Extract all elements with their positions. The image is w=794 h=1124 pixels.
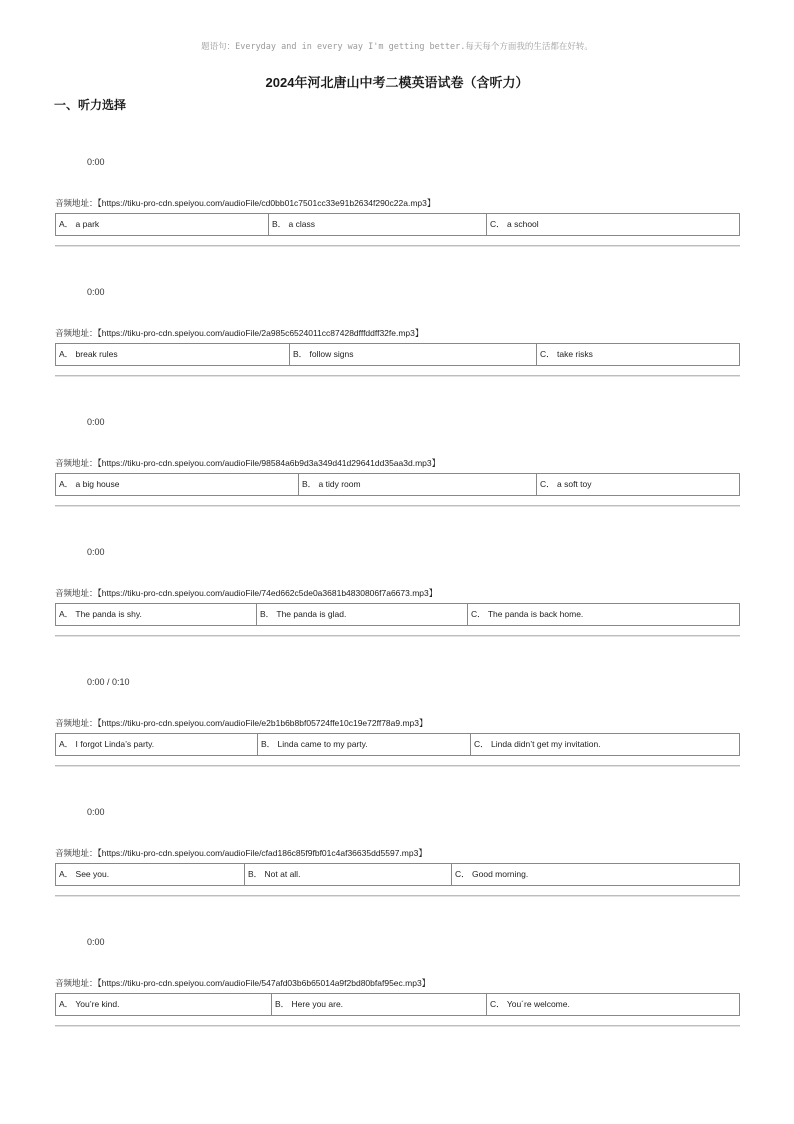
option-b[interactable]: B． follow signs	[289, 344, 536, 365]
divider	[55, 635, 740, 637]
question-item	[0, 417, 794, 547]
audio-address: 音频地址：【https://tiku-pro-cdn.speiyou.com/audioFile/e2b1b6b8bf05724ffe10c19e72ff78a9.mp3】	[55, 718, 428, 728]
audio-address: 音频地址：【https://tiku-pro-cdn.speiyou.com/audioFile/2a985c6524011cc87428dfffddff32fe.mp3】	[55, 328, 424, 338]
divider	[55, 895, 740, 897]
divider	[55, 1025, 740, 1027]
audio-player-time[interactable]: 0:00	[87, 157, 105, 167]
option-b[interactable]: B． Here you are.	[271, 994, 486, 1015]
option-b[interactable]: B． a class	[268, 214, 486, 235]
audio-address: 音频地址：【https://tiku-pro-cdn.speiyou.com/audioFile/98584a6b9d3a349d41d29641dd35aa3d.mp3】	[55, 458, 441, 468]
divider	[55, 245, 740, 247]
divider	[55, 505, 740, 507]
option-c[interactable]: C． a school	[486, 214, 739, 235]
option-a[interactable]: A． a park	[59, 219, 100, 229]
audio-address: 音频地址：【https://tiku-pro-cdn.speiyou.com/audioFile/cfad186c85f9fbf01c4af36635dd5597.mp3】	[55, 848, 427, 858]
option-b[interactable]: B． Linda came to my party.	[257, 734, 470, 755]
option-c[interactable]: C． a soft toy	[536, 474, 739, 495]
question-item	[0, 157, 794, 287]
audio-player-time[interactable]: 0:00	[87, 287, 105, 297]
watermark-motto: 题语句：Everyday and in every way I'm getting better.每天每个方面我的生活都在好转。	[201, 42, 593, 52]
section-title: 一、听力选择	[54, 98, 127, 112]
option-b[interactable]: B． The panda is glad.	[256, 604, 467, 625]
divider	[55, 375, 740, 377]
audio-address: 音频地址：【https://tiku-pro-cdn.speiyou.com/audioFile/74ed662c5de0a3681b4830806f7a6673.mp3】	[55, 588, 438, 598]
option-a[interactable]: A． I forgot Linda’s party.	[59, 739, 155, 749]
option-a[interactable]: A． a big house	[59, 479, 120, 489]
options-table	[55, 603, 740, 626]
audio-player-time[interactable]: 0:00	[87, 807, 105, 817]
audio-player-time[interactable]: 0:00	[87, 547, 105, 557]
question-item	[0, 547, 794, 677]
options-table	[55, 213, 740, 236]
audio-player-time[interactable]: 0:00 / 0:10	[87, 677, 130, 687]
option-c[interactable]: C． Linda didn’t get my invitation.	[470, 734, 739, 755]
question-item	[0, 937, 794, 1067]
option-c[interactable]: C． Good morning.	[451, 864, 739, 885]
audio-address: 音频地址：【https://tiku-pro-cdn.speiyou.com/audioFile/cd0bb01c7501cc33e91b2634f290c22a.mp3】	[55, 198, 436, 208]
option-a[interactable]: A． break rules	[59, 349, 118, 359]
question-item	[0, 287, 794, 417]
options-table	[55, 733, 740, 756]
option-b[interactable]: B． Not at all.	[244, 864, 451, 885]
question-item	[0, 807, 794, 937]
options-table	[55, 473, 740, 496]
options-table	[55, 993, 740, 1016]
option-a[interactable]: A． The panda is shy.	[59, 609, 142, 619]
option-a[interactable]: A． See you.	[59, 869, 110, 879]
option-a[interactable]: A． You’re kind.	[59, 999, 120, 1009]
options-table	[55, 863, 740, 886]
options-table	[55, 343, 740, 366]
question-item	[0, 677, 794, 807]
option-c[interactable]: C． take risks	[536, 344, 739, 365]
audio-player-time[interactable]: 0:00	[87, 417, 105, 427]
audio-player-time[interactable]: 0:00	[87, 937, 105, 947]
page-title: 2024年河北唐山中考二模英语试卷（含听力）	[265, 75, 529, 90]
audio-address: 音频地址：【https://tiku-pro-cdn.speiyou.com/audioFile/547afd03b6b65014a9f2bd80bfaf95ec.mp3】	[55, 978, 431, 988]
option-b[interactable]: B． a tidy room	[298, 474, 536, 495]
divider	[55, 765, 740, 767]
option-c[interactable]: C． The panda is back home.	[467, 604, 739, 625]
option-c[interactable]: C． You´re welcome.	[486, 994, 739, 1015]
